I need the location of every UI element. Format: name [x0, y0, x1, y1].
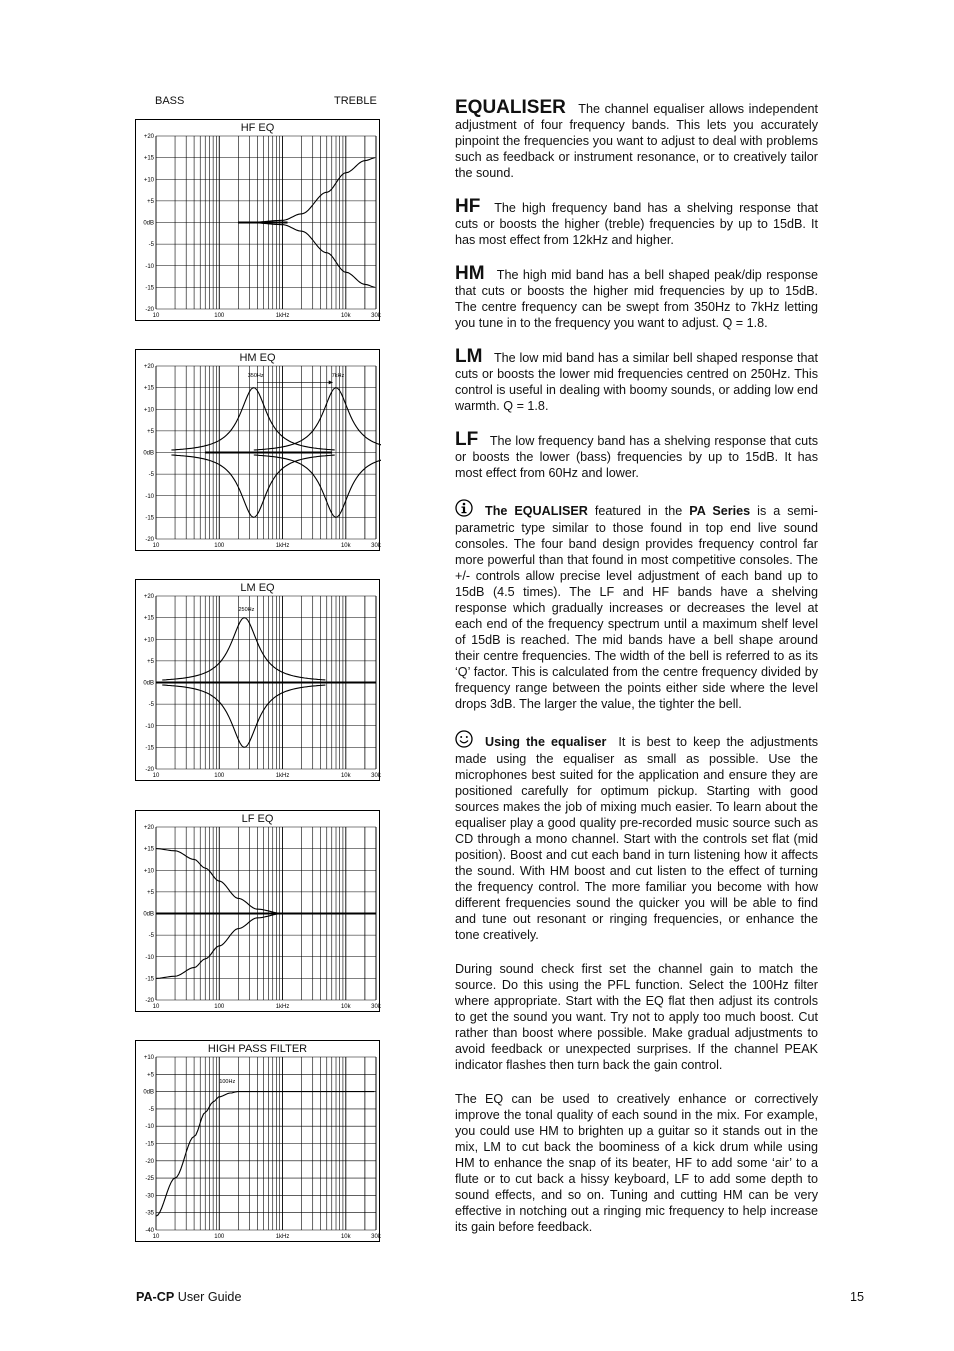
x-tick-label: 100 [214, 313, 225, 319]
annotation-label: 100Hz [219, 1078, 236, 1085]
x-tick-label: 10k [340, 543, 351, 549]
lf-text: The low frequency band has a shelving response that cuts or boosts the lower (bass) frequencies by up to 15dB. It has most effect from 60Hz and lower. [455, 434, 818, 480]
y-tick-label: 0dB [143, 1089, 154, 1096]
x-tick-label: 10 [152, 773, 160, 779]
x-tick-label: 1kHz [275, 1234, 290, 1240]
lm-heading: LM [455, 346, 483, 367]
y-tick-label: -10 [145, 954, 154, 961]
annotation-label: 250Hz [238, 607, 255, 614]
chart-title: HIGH PASS FILTER [207, 1043, 308, 1055]
y-tick-label: -5 [148, 1106, 154, 1113]
x-tick-label: 1kHz [275, 543, 290, 549]
y-tick-label: -40 [145, 1228, 154, 1234]
annotation-label: 350Hz [247, 372, 264, 379]
hf-paragraph [455, 196, 818, 248]
x-tick-label: 10k [340, 1004, 351, 1010]
y-tick-label: -25 [145, 1176, 154, 1183]
y-tick-label: -35 [145, 1210, 154, 1217]
y-tick-label: +15 [143, 615, 154, 622]
hf-heading: HF [455, 196, 481, 217]
info-bold-2: PA Series [689, 504, 751, 518]
x-tick-label: 100 [214, 543, 225, 549]
y-tick-label: -15 [145, 745, 154, 752]
x-tick-label: 1kHz [275, 313, 290, 319]
y-tick-label: +15 [143, 155, 154, 162]
x-tick-label: 1kHz [275, 773, 290, 779]
y-tick-label: -5 [148, 242, 154, 249]
hf-eq-chart [135, 119, 380, 321]
chart-title: HM EQ [239, 352, 276, 364]
chart-title: LM EQ [240, 582, 275, 594]
y-tick-label: -15 [145, 976, 154, 983]
y-tick-label: +5 [147, 428, 154, 435]
lf-eq-chart [135, 810, 380, 1012]
y-tick-label: -15 [145, 515, 154, 522]
y-tick-label: +20 [143, 364, 154, 370]
x-tick-label: 10 [152, 1234, 160, 1240]
y-tick-label: +15 [143, 385, 154, 392]
y-tick-label: 0dB [143, 911, 154, 918]
lm-paragraph [455, 346, 818, 414]
y-tick-label: +10 [143, 637, 154, 644]
hf-eq-plot [136, 120, 381, 322]
y-tick-label: +20 [143, 825, 154, 831]
bass-label: BASS [155, 95, 185, 107]
y-tick-label: 0dB [143, 450, 154, 457]
series-line [162, 618, 325, 680]
x-tick-label: 10k [340, 1234, 351, 1240]
chart-title: LF EQ [241, 813, 274, 825]
x-tick-label: 100 [214, 773, 225, 779]
y-tick-label: +10 [143, 177, 154, 184]
equaliser-heading: EQUALISER [455, 97, 566, 118]
x-tick-label: 30k [371, 1234, 381, 1240]
y-tick-label: +20 [143, 594, 154, 600]
hm-eq-plot [136, 350, 381, 552]
info-mid: featured in the [587, 504, 690, 518]
x-tick-label: 10k [340, 313, 351, 319]
series-line [171, 455, 334, 517]
y-tick-label: -15 [145, 285, 154, 292]
x-tick-label: 10 [152, 313, 160, 319]
info-paragraph [455, 499, 818, 712]
y-tick-label: -20 [145, 767, 154, 773]
series-line [156, 914, 346, 979]
soundcheck-paragraph: During sound check first set the channel gain to match the source. Do this using the PFL function. Select the 100Hz filter where appropriate. Start with the EQ flat then adjust its controls to get the sound you want. Try not to apply too much boost. Cut rather than boost where possible. Make gradual adjustments to avoid feedback or unexpected surprises. If the channel PEAK indicator flashes then turn back the gain control. [455, 962, 818, 1072]
y-tick-label: -20 [145, 998, 154, 1004]
y-tick-label: +10 [143, 1055, 154, 1061]
x-tick-label: 30k [371, 773, 381, 779]
footer-product: PA-CP [136, 1290, 175, 1304]
tip-text: It is best to keep the adjustments made using the equaliser as small as possible. Use the microphones best suited for the application and ensure they are positioned carefully for optimum pickup. Starting with good sources makes the job of mixing much easier. To learn about the equaliser play a good quality pre-recorded music source such as CD through a mono channel. Start with the controls set flat (mid position). Boost and cut each band in turn listening how it affects the sound. With HM boost and cut listen to the effect of turning the frequency control. The more familiar you become with how different frequencies sound the quicker you will be able to find and tune out resonant or ringing frequencies, or enhance the tone creatively. [455, 735, 818, 942]
y-tick-label: 0dB [143, 220, 154, 227]
y-tick-label: -30 [145, 1193, 154, 1200]
y-tick-label: +10 [143, 407, 154, 414]
tip-paragraph [455, 730, 818, 943]
hm-heading: HM [455, 263, 485, 284]
lf-heading: LF [455, 429, 479, 450]
lm-text: The low mid band has a similar bell shaped response that cuts or boosts the lower mid frequencies centred on 250Hz. This control is useful in dealing with boomy sounds, or adding low end warmth. Q = 1.8. [455, 351, 818, 413]
x-tick-label: 100 [214, 1004, 225, 1010]
series-line [156, 849, 346, 914]
y-tick-label: -5 [148, 933, 154, 940]
x-tick-label: 10 [152, 543, 160, 549]
lm-eq-plot [136, 580, 381, 782]
equaliser-text: The channel equaliser allows independent adjustment of four frequency bands. This lets you accurately pinpoint the frequencies you want to adjust to deal with problems such as feedback or instrument resonance, or to creatively tailor the sound. [455, 102, 819, 180]
hf-text: The high frequency band has a shelving response that cuts or boosts the higher (treble) frequencies by up to 15dB. It has most effect from 12kHz and higher. [455, 201, 818, 247]
y-tick-label: +20 [143, 134, 154, 140]
y-tick-label: +15 [143, 846, 154, 853]
annotation-label: 7kHz [331, 372, 345, 379]
y-tick-label: -10 [145, 493, 154, 500]
hpf-chart [135, 1040, 380, 1242]
equaliser-paragraph [455, 97, 819, 181]
text-column [455, 97, 819, 1253]
x-tick-label: 1kHz [275, 1004, 290, 1010]
treble-label: TREBLE [334, 95, 377, 107]
x-tick-label: 10 [152, 1004, 160, 1010]
x-tick-label: 30k [371, 313, 381, 319]
series-line [171, 388, 334, 450]
page-number: 15 [850, 1290, 865, 1304]
x-tick-label: 30k [371, 1004, 381, 1010]
y-tick-label: +5 [147, 198, 154, 205]
lf-paragraph [455, 429, 818, 481]
y-tick-label: +10 [143, 868, 154, 875]
hm-paragraph [455, 263, 818, 331]
chart-title: HF EQ [240, 122, 275, 134]
hpf-plot [136, 1041, 381, 1243]
y-tick-label: -15 [145, 1141, 154, 1148]
lf-eq-plot [136, 811, 381, 1013]
series-line [156, 1092, 374, 1217]
tip-bold: Using the equaliser [485, 735, 607, 749]
smiley-icon [455, 730, 473, 751]
y-tick-label: -10 [145, 723, 154, 730]
footer-text: User Guide [177, 1290, 242, 1304]
hm-text: The high mid band has a bell shaped peak/dip response that cuts or boosts the higher mid frequencies by up to 15dB. The centre frequency can be swept from 350Hz to 7kHz letting you tune in to the frequency you want to adjust. Q = 1.8. [455, 268, 818, 330]
x-tick-label: 100 [214, 1234, 225, 1240]
y-tick-label: +5 [147, 889, 154, 896]
y-tick-label: -5 [148, 472, 154, 479]
info-bold-1: The EQUALISER [485, 504, 588, 518]
hm-eq-chart [135, 349, 380, 551]
y-tick-label: -20 [145, 537, 154, 543]
info-icon [455, 499, 473, 520]
x-tick-label: 30k [371, 543, 381, 549]
y-tick-label: -10 [145, 263, 154, 270]
y-tick-label: 0dB [143, 680, 154, 687]
y-tick-label: -10 [145, 1124, 154, 1131]
series-line [162, 685, 325, 747]
x-tick-label: 10k [340, 773, 351, 779]
y-tick-label: +5 [147, 658, 154, 665]
y-tick-label: -5 [148, 702, 154, 709]
info-text: is a semi-parametric type similar to those found in top end live sound consoles. The four band design provides frequency control far more powerful than that found in most competitive consoles. The +/- controls allow precise level adjustment of each band up to 15dB (4.5 times). The LF and HF bands have a shelving response which gradually increases or decreases the level at each end of the frequency spectrum until a maximum shelf level of 15dB is reached. The mid bands have a bell shape around their centre frequencies. The width of the bell is referred to as its ‘Q’ factor. This is calculated from the centre frequency divided by frequency range between the points either side where the level drops 3dB. The larger the value, the tighter the bell. [455, 504, 818, 711]
y-tick-label: -20 [145, 307, 154, 313]
lm-eq-chart [135, 579, 380, 781]
footer-title [136, 1290, 241, 1304]
creative-paragraph: The EQ can be used to creatively enhance or correctively improve the tonal quality of each sound in the mix. For example, you could use HM to brighten up a guitar so it stands out in the mix, LM to cut back the boominess of a kick drum while using HM to enhance the snap of its beater, HF to add some ‘air’ to a flute or to cut back a hissy keyboard, LF to add some depth to sound effects, and so on. Tuning and cutting HM can be very effective in notching out a ringing mic frequency to help increase its gain before feedback. [455, 1092, 818, 1234]
y-tick-label: -20 [145, 1158, 154, 1165]
sweep-arrow-head [329, 380, 333, 384]
y-tick-label: +5 [147, 1072, 154, 1079]
